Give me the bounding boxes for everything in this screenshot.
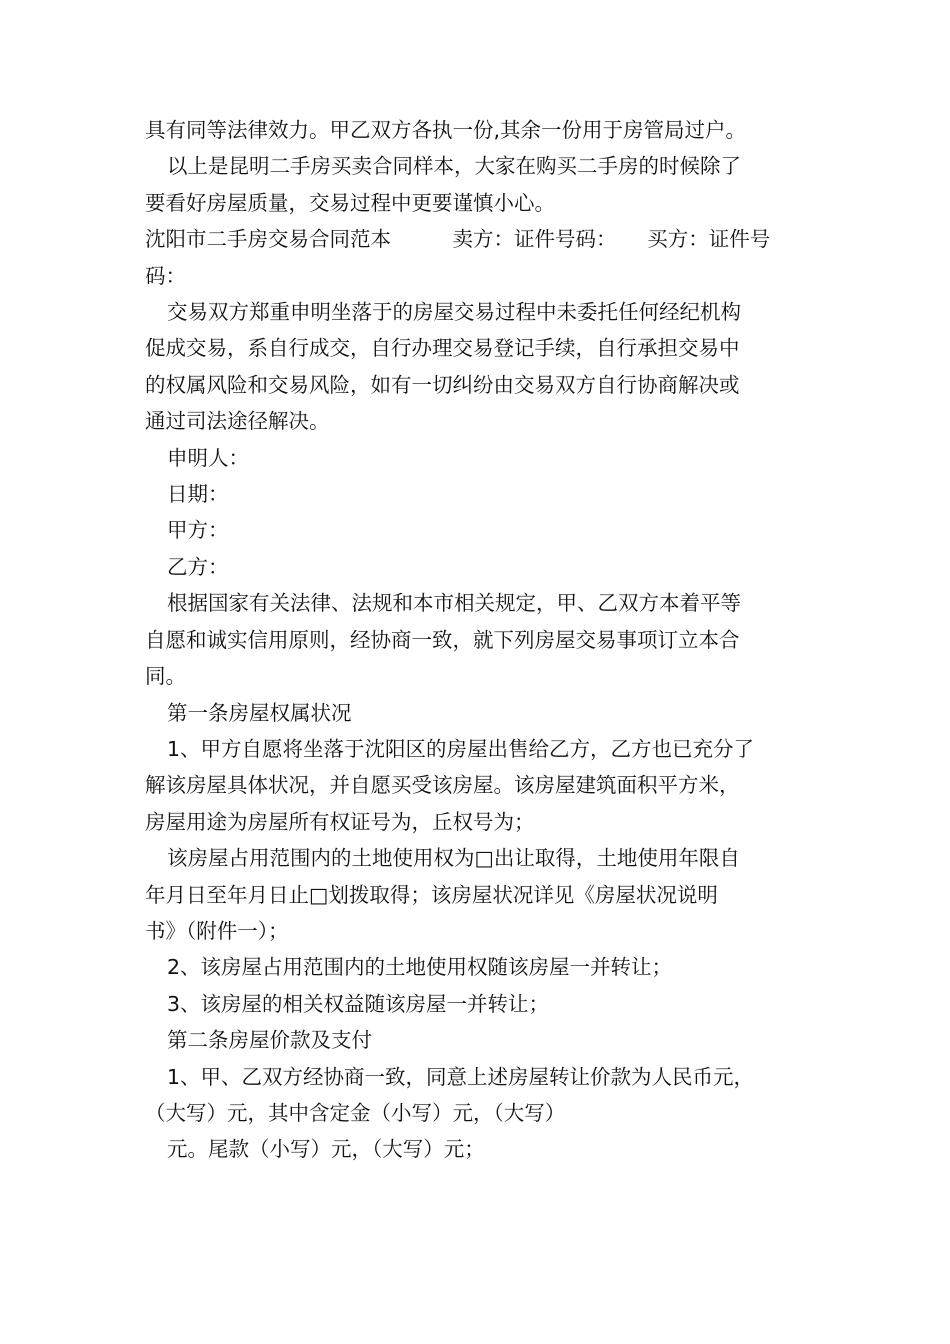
text-line: 该房屋占用范围内的土地使用权为□出让取得，土地使用年限自 xyxy=(167,846,740,871)
text-line: 2、该房屋占用范围内的土地使用权随该房屋一并转让； xyxy=(167,955,673,980)
text-line: 书》（附件一）； xyxy=(145,918,289,943)
text-line: （大写）元，其中含定金（小写）元，（大写） xyxy=(145,1100,566,1125)
text-line: 3、该房屋的相关权益随该房屋一并转让； xyxy=(167,991,550,1016)
text-line: 日期： xyxy=(167,482,229,507)
text-line: 通过司法途径解决。 xyxy=(145,409,330,434)
text-line: 交易双方郑重申明坐落于的房屋交易过程中未委托任何经纪机构 xyxy=(167,300,741,325)
section-heading: 第一条房屋权属状况 xyxy=(167,700,352,725)
text-line: 乙方： xyxy=(167,554,229,579)
text-line: 1、甲、乙双方经协商一致，同意上述房屋转让价款为人民币元， xyxy=(167,1064,755,1089)
text-line: 的权属风险和交易风险，如有一切纠纷由交易双方自行协商解决或 xyxy=(145,372,740,397)
document-body xyxy=(145,112,815,1168)
text-line: 要看好房屋质量，交易过程中更要谨慎小心。 xyxy=(145,190,555,215)
text-line: 解该房屋具体状况，并自愿买受该房屋。该房屋建筑面积平方米， xyxy=(145,773,740,798)
text-line: 码： xyxy=(145,263,186,288)
text-line: 自愿和诚实信用原则，经协商一致，就下列房屋交易事项订立本合 xyxy=(145,627,740,652)
text-line: 年月日至年月日止□划拨取得；该房屋状况详见《房屋状况说明 xyxy=(145,882,718,907)
text-line: 甲方： xyxy=(167,518,229,543)
text-line: 以上是昆明二手房买卖合同样本，大家在购买二手房的时候除了 xyxy=(167,154,741,179)
text-line: 房屋用途为房屋所有权证号为，丘权号为； xyxy=(145,809,535,834)
text-line: 促成交易，系自行成交，自行办理交易登记手续，自行承担交易中 xyxy=(145,336,740,361)
section-heading: 第二条房屋价款及支付 xyxy=(167,1028,372,1053)
text-line: 同。 xyxy=(145,664,186,689)
text-line: 具有同等法律效力。甲乙双方各执一份,其余一份用于房管局过户。 xyxy=(145,118,747,142)
text-line: 1、甲方自愿将坐落于沈阳区的房屋出售给乙方，乙方也已充分了 xyxy=(167,736,755,761)
text-line: 根据国家有关法律、法规和本市相关规定，甲、乙双方本着平等 xyxy=(167,591,741,616)
text-line: 沈阳市二手房交易合同范本 卖方：证件号码： 买方：证件号 xyxy=(145,227,771,252)
text-line: 申明人： xyxy=(167,445,249,470)
text-line: 元。尾款（小写）元，（大写）元； xyxy=(167,1137,485,1162)
